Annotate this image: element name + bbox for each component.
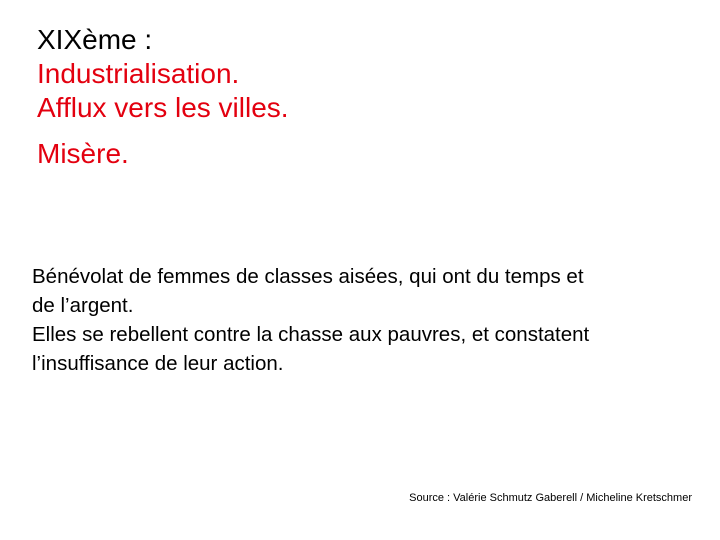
title-century: XIXème : <box>37 24 153 55</box>
slide-title-block <box>37 23 677 171</box>
body-line: de l’argent. <box>32 294 134 317</box>
body-line: l’insuffisance de leur action. <box>32 352 284 375</box>
slide-body-text <box>32 262 692 378</box>
title-misere: Misère. <box>37 138 129 169</box>
source-citation: Source : Valérie Schmutz Gaberell / Micheline Kretschmer <box>409 492 692 504</box>
title-industrialisation: Industrialisation. <box>37 58 240 89</box>
body-line: Bénévolat de femmes de classes aisées, qui ont du temps et <box>32 265 584 288</box>
title-afflux: Afflux vers les villes. <box>37 92 289 123</box>
body-line: Elles se rebellent contre la chasse aux pauvres, et constatent <box>32 323 590 346</box>
